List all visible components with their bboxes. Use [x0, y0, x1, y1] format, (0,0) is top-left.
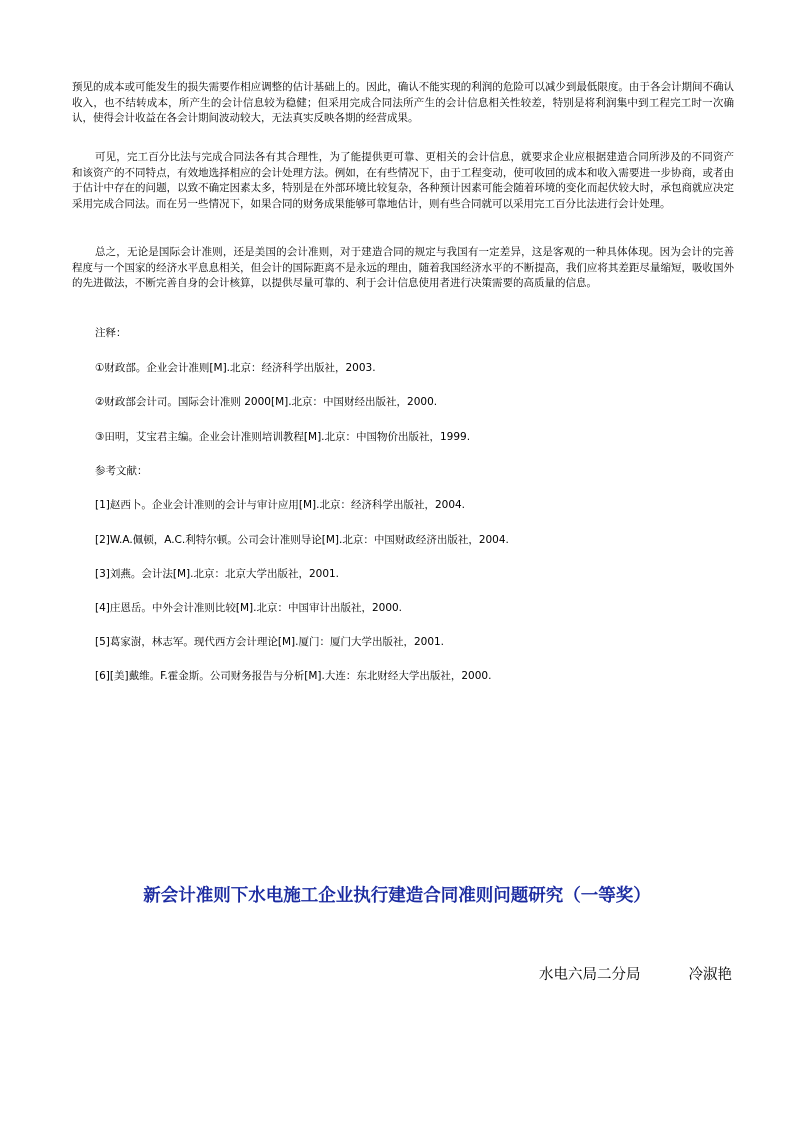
- body-paragraph-1: 预见的成本或可能发生的损失需要作相应调整的估计基础上的。因此，确认不能实现的利润的危险可以减少到最低限度。由于各会计期间不确认收入，也不结转成本，所产生的会计信息较为稳健；但采用完成合同法所产生的会计信息相关性较差，特别是将利润集中到工程完工时一次确认，使得会计收益在各会计期间波动较大，无法真实反映各期的经营成果。: [72, 81, 734, 124]
- reference-item-4: [4]庄恩岳。中外会计准则比较[M].北京：中国审计出版社，2000.: [95, 602, 403, 614]
- article-title: 新会计准则下水电施工企业执行建造合同准则问题研究（一等奖）: [143, 886, 651, 906]
- body-paragraph-3: 总之，无论是国际会计准则，还是美国的会计准则，对于建造合同的规定与我国有一定差异，这是客观的一种具体体现。因为会计的完善程度与一个国家的经济水平息息相关，但会计的国际距离不是永远的理由，随着我国经济水平的不断提高，我们应将其差距尽量缩短，吸收国外的先进做法，不断完善自身的会计核算，以提供尽量可靠的、利于会计信息使用者进行决策需要的高质量的信息。: [72, 246, 734, 289]
- reference-item-3: [3]刘燕。会计法[M].北京：北京大学出版社，2001.: [95, 568, 340, 580]
- author-name: 冷淑艳: [688, 967, 732, 983]
- body-paragraph-2: 可见，完工百分比法与完成合同法各有其合理性，为了能提供更可靠、更相关的会计信息，就要求企业应根据建造合同所涉及的不同资产和该资产的不同特点，有效地选择相应的会计处理方法。例如，在有些情况下，由于工程变动，使可收回的成本和收入需要进一步协商，或者由于估计中存在的问题，以致不确定因素太多，特别是在外部环境比较复杂，各种预计因素可能会随着环境的变化而起伏较大时，承包商就应决定采用完成合同法。而在另一些情况下，如果合同的财务成果能够可靠地估计，则有些合同就可以采用完工百分比法进行会计处理。: [72, 151, 734, 210]
- author-organization: 水电六局二分局: [539, 967, 641, 983]
- references-heading: 参考文献：: [95, 465, 148, 477]
- note-item-3: ③田明，艾宝君主编。企业会计准则培训教程[M].北京：中国物价出版社，1999.: [95, 431, 471, 443]
- note-item-2: ②财政部会计司。国际会计准则 2000[M].北京：中国财经出版社，2000.: [95, 396, 438, 408]
- notes-heading: 注释：: [95, 327, 127, 339]
- reference-item-1: [1]赵西卜。企业会计准则的会计与审计应用[M].北京：经济科学出版社，2004.: [95, 499, 466, 511]
- reference-item-5: [5]葛家澍，林志军。现代西方会计理论[M].厦门：厦门大学出版社，2001.: [95, 636, 445, 648]
- note-item-1: ①财政部。企业会计准则[M].北京：经济科学出版社，2003.: [95, 362, 376, 374]
- article-byline: [539, 966, 732, 984]
- reference-item-6: [6][美]戴维。F.霍金斯。公司财务报告与分析[M].大连：东北财经大学出版社，2000.: [95, 670, 492, 682]
- reference-item-2: [2]W.A.佩顿，A.C.利特尔顿。公司会计准则导论[M].北京：中国财政经济出版社，2004.: [95, 534, 509, 546]
